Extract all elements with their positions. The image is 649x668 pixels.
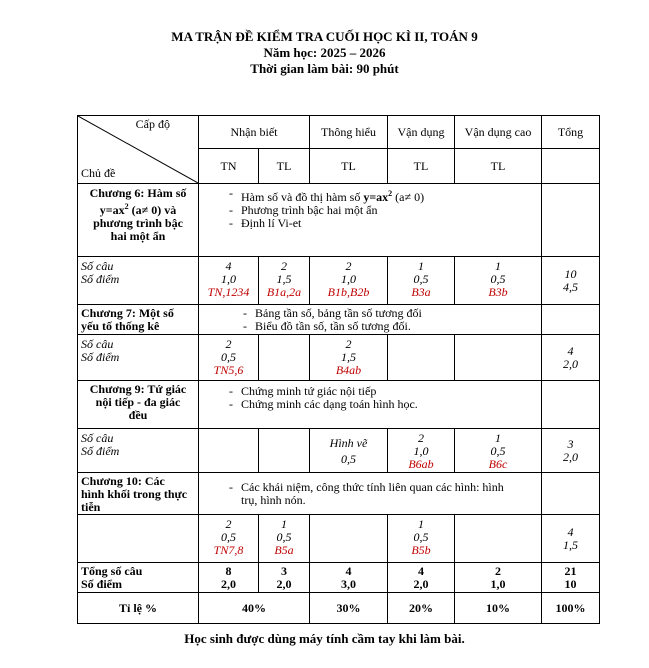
title-line-2: Năm học: 2025 – 2026: [263, 45, 386, 60]
cell-vdc: 1 0,5 B3b: [455, 257, 542, 305]
cell-total: 4 1,5: [542, 515, 600, 563]
subheader-tl-th: TL: [310, 149, 388, 184]
topic-item: - Chứng minh các dạng toán hình học.: [241, 398, 538, 411]
level-header-application: Vận dụng: [388, 116, 455, 149]
corner-header-cell: [78, 116, 199, 184]
topic-item: - Bảng tần số, bảng tần số tương đối: [255, 307, 538, 320]
ratio-advanced: 10%: [455, 593, 542, 624]
cell-vd: 1 0,5 B3a: [388, 257, 455, 305]
cell-th: Hình vẽ 0,5: [310, 429, 388, 473]
cell-vdc: 1 0,5 B6c: [455, 429, 542, 473]
ratio-recognition: 40%: [199, 593, 310, 624]
row-labels: Số câu Số điểm: [78, 257, 199, 305]
total-th: 4 3,0: [310, 563, 388, 593]
cell-tn: 4 1,0 TN,1234: [199, 257, 259, 305]
row-labels: Số câu Số điểm: [78, 335, 199, 381]
footer-note: Học sinh được dùng máy tính cầm tay khi làm bài.: [184, 631, 465, 646]
chapter-10-topics: [199, 473, 542, 515]
row-labels-empty: [78, 515, 199, 563]
subheader-empty: [542, 149, 600, 184]
cell-vdc: [455, 515, 542, 563]
subheader-tn: TN: [199, 149, 259, 184]
cell-th: [310, 515, 388, 563]
level-header-total: Tổng: [542, 116, 600, 149]
level-header-advanced: Vận dụng cao: [455, 116, 542, 149]
empty-cell: [542, 305, 600, 335]
level-header-understanding: Thông hiểu: [310, 116, 388, 149]
topic-corner-label: Chủ đề: [81, 166, 116, 180]
cell-vd: 2 1,0 B6ab: [388, 429, 455, 473]
title-line-1: MA TRẬN ĐỀ KIỂM TRA CUỐI HỌC KÌ II, TOÁN 9: [171, 29, 478, 44]
chapter-7-topics: [199, 305, 542, 335]
cell-vd: 1 0,5 B5b: [388, 515, 455, 563]
chapter-10-title: Chương 10: Các hình khối trong thực tiễn: [78, 473, 199, 515]
topic-item: - Biểu đồ tần số, tần số tương đối.: [255, 320, 538, 333]
ratio-label: Tỉ lệ %: [78, 593, 199, 624]
empty-cell: [542, 381, 600, 429]
total-vdc: 2 1,0: [455, 563, 542, 593]
totals-labels: Tổng số câu Số điểm: [78, 563, 199, 593]
cell-nb-tl: 1 0,5 B5a: [259, 515, 310, 563]
cell-total: 3 2,0: [542, 429, 600, 473]
topic-item: - Phương trình bậc hai một ẩn: [241, 204, 538, 217]
level-header-recognition: Nhận biết: [199, 116, 310, 149]
ratio-understanding: 30%: [310, 593, 388, 624]
cell-tn: [199, 429, 259, 473]
cell-nb-tl: [259, 429, 310, 473]
cell-tn: 2 0,5 TN5,6: [199, 335, 259, 381]
total-vd: 4 2,0: [388, 563, 455, 593]
topic-item: - Các khái niệm, công thức tính liên quan các hình: hình trụ, hình nón.: [241, 481, 538, 507]
ratio-total: 100%: [542, 593, 600, 624]
chapter-6-title: Chương 6: Hàm số $y=ax^2$ (a≠ 0) và phương trình bậc hai một ẩn: [78, 184, 199, 257]
cell-vd: [388, 335, 455, 381]
ratio-application: 20%: [388, 593, 455, 624]
subheader-tl-nb: TL: [259, 149, 310, 184]
cell-total: 10 4,5: [542, 257, 600, 305]
subheader-tl-vd: TL: [388, 149, 455, 184]
empty-cell: [542, 473, 600, 515]
level-corner-label: Cấp độ: [135, 117, 170, 131]
cell-total: 4 2,0: [542, 335, 600, 381]
cell-nb-tl: [259, 335, 310, 381]
title-line-3: Thời gian làm bài: 90 phút: [250, 61, 399, 76]
total-all: 21 10: [542, 563, 600, 593]
chapter-6-topics: [199, 184, 542, 257]
subheader-tl-vdc: TL: [455, 149, 542, 184]
topic-item: - Định lí Vi-et: [241, 217, 538, 230]
exam-matrix-table: [77, 115, 600, 624]
cell-vdc: [455, 335, 542, 381]
topic-item: - Hàm số và đồ thị hàm số $y=ax^2$ (a≠ 0): [241, 187, 538, 204]
cell-th: 2 1,0 B1b,B2b: [310, 257, 388, 305]
cell-th: 2 1,5 B4ab: [310, 335, 388, 381]
total-nb-tl: 3 2,0: [259, 563, 310, 593]
total-tn: 8 2,0: [199, 563, 259, 593]
empty-cell: [542, 184, 600, 257]
row-labels: Số câu Số điểm: [78, 429, 199, 473]
cell-tn: 2 0,5 TN7,8: [199, 515, 259, 563]
chapter-9-title: Chương 9: Tứ giác nội tiếp - đa giác đều: [78, 381, 199, 429]
chapter-7-title: Chương 7: Một số yếu tố thống kê: [78, 305, 199, 335]
cell-nb-tl: 2 1,5 B1a,2a: [259, 257, 310, 305]
chapter-9-topics: [199, 381, 542, 429]
topic-item: - Chứng minh tứ giác nội tiếp: [241, 385, 538, 398]
